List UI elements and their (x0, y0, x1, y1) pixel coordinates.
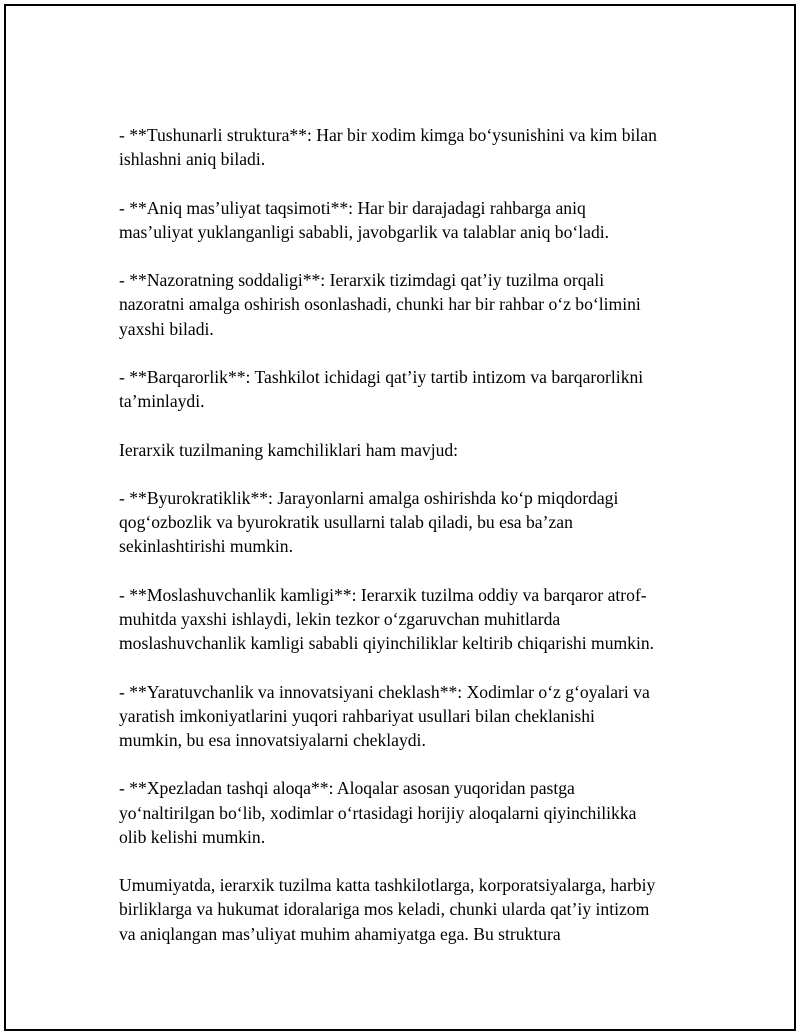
text-line: - **Byurokratiklik**: Jarayonlarni amalga oshirishda ko‘p miqdordagi (119, 487, 619, 508)
paragraph-drawbacks-intro (119, 438, 684, 462)
text-line: mas’uliyat yuklanganligi sababli, javobgarlik va talablar aniq bo‘ladi. (119, 221, 610, 242)
paragraph-responsibility-distribution (119, 196, 684, 244)
text-line: va aniqlangan mas’uliyat muhim ahamiyatga ega. Bu struktura (119, 923, 561, 944)
text-line: - **Barqarorlik**: Tashkilot ichidagi qat’iy tartib intizom va barqarorlikni (119, 366, 644, 387)
paragraph-creativity-limits (119, 680, 684, 753)
text-line: qog‘ozbozlik va byurokratik usullarni talab qiladi, bu esa ba’zan (119, 512, 573, 533)
text-line: muhitda yaxshi ishlaydi, lekin tezkor o‘zgaruvchan muhitlarda (119, 608, 561, 629)
text-line: ishlashni aniq biladi. (119, 149, 266, 170)
paragraph-conclusion (119, 873, 684, 946)
text-line: yaratish imkoniyatlarini yuqori rahbariyat usullari bilan cheklanishi (119, 705, 595, 726)
text-line: Umumiyatda, ierarxik tuzilma katta tashkilotlarga, korporatsiyalarga, harbiy (119, 875, 656, 896)
paragraph-stability (119, 365, 684, 413)
paragraph-external-communication (119, 776, 684, 849)
text-line: - **Xpezladan tashqi aloqa**: Aloqalar asosan yuqoridan pastga (119, 778, 575, 799)
paragraph-clear-structure (119, 123, 684, 171)
document-body (119, 123, 684, 970)
paragraph-bureaucracy (119, 486, 684, 559)
text-line: - **Aniq mas’uliyat taqsimoti**: Har bir darajadagi rahbarga aniq (119, 197, 586, 218)
text-line: - **Tushunarli struktura**: Har bir xodim kimga bo‘ysunishini va kim bilan (119, 125, 657, 145)
text-line: olib kelishi mumkin. (119, 826, 266, 847)
page-frame (4, 4, 796, 1031)
text-line: birliklarga va hukumat idoralariga mos keladi, chunki ularda qat’iy intizom (119, 899, 650, 920)
text-line: - **Moslashuvchanlik kamligi**: Ierarxik tuzilma oddiy va barqaror atrof- (119, 584, 647, 605)
text-line: moslashuvchanlik kamligi sababli qiyinchiliklar keltirib chiqarishi mumkin. (119, 633, 655, 654)
text-line: mumkin, bu esa innovatsiyalarni cheklaydi. (119, 729, 426, 750)
text-line: ta’minlaydi. (119, 391, 205, 412)
text-line: yaxshi biladi. (119, 318, 214, 339)
text-line: nazoratni amalga oshirish osonlashadi, chunki har bir rahbar o‘z bo‘limini (119, 294, 641, 315)
paragraph-control-simplicity (119, 268, 684, 341)
text-line: - **Yaratuvchanlik va innovatsiyani cheklash**: Xodimlar o‘z g‘oyalari va (119, 681, 650, 702)
text-line: - **Nazoratning soddaligi**: Ierarxik tizimdagi qat’iy tuzilma orqali (119, 270, 605, 291)
text-line: Ierarxik tuzilmaning kamchiliklari ham mavjud: (119, 439, 459, 460)
text-line: yo‘naltirilgan bo‘lib, xodimlar o‘rtasidagi horijiy aloqalarni qiyinchilikka (119, 802, 637, 823)
paragraph-low-flexibility (119, 583, 684, 656)
text-line: sekinlashtirishi mumkin. (119, 536, 293, 557)
